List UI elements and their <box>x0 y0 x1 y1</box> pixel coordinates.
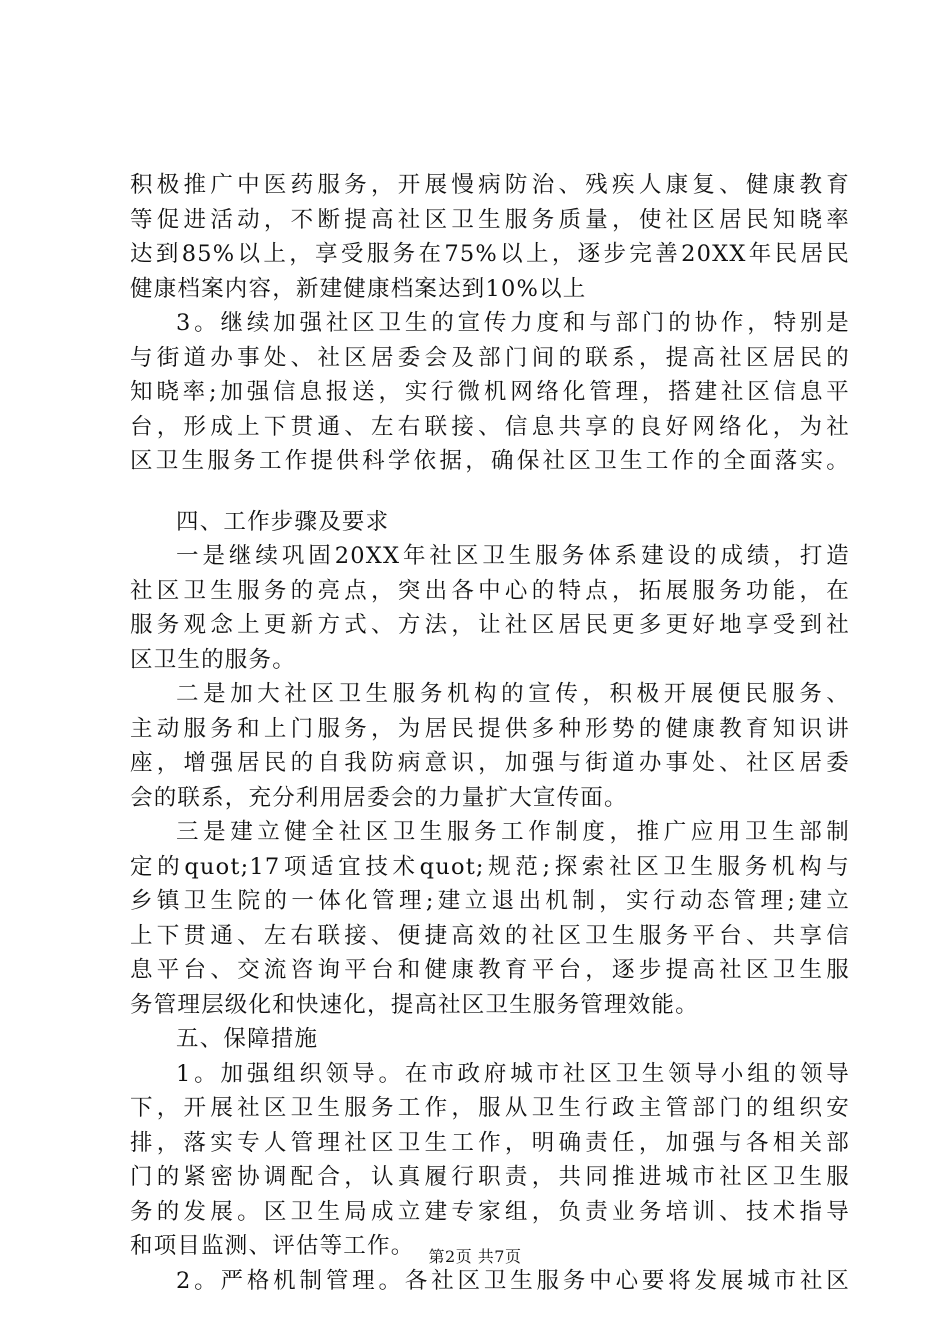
text-line: 会的联系，充分利用居委会的力量扩大宣传面。 <box>130 784 628 811</box>
text-line: 二是加大社区卫生服务机构的宣传，积极开展便民服务、 <box>176 681 850 707</box>
text-line: 下，开展社区卫生服务工作，服从卫生行政主管部门的组织安 <box>130 1095 850 1121</box>
text-line: 主动服务和上门服务，为居民提供多种形势的健康教育知识讲 <box>130 715 850 742</box>
text-line: 区卫生服务工作提供科学依据，确保社区卫生工作的全面落实。 <box>130 448 850 474</box>
section-heading-h5 <box>130 1022 850 1057</box>
text-line: 三是建立健全社区卫生服务工作制度，推广应用卫生部制 <box>176 819 850 845</box>
text-line: 四、工作步骤及要求 <box>176 508 390 535</box>
section-heading-h4 <box>130 505 850 540</box>
text-line: 一是继续巩固20XX年社区卫生服务体系建设的成绩，打造 <box>176 543 850 569</box>
text-line: 2。严格机制管理。各社区卫生服务中心要将发展城市社区 <box>176 1267 850 1294</box>
text-line: 乡镇卫生院的一体化管理;建立退出机制，实行动态管理;建立 <box>130 888 850 914</box>
paragraph-p4 <box>130 677 850 815</box>
text-line: 与街道办事处、社区居委会及部门间的联系，提高社区居民的 <box>130 344 850 371</box>
text-line: 服务观念上更新方式、方法，让社区居民更多更好地享受到社 <box>130 612 850 638</box>
text-line: 3。继续加强社区卫生的宣传力度和与部门的协作，特别是 <box>176 310 850 336</box>
text-line: 台，形成上下贯通、左右联接、信息共享的良好网络化，为社 <box>130 413 850 440</box>
text-line: 积极推广中医药服务，开展慢病防治、残疾人康复、健康教育 <box>130 172 850 198</box>
text-line: 排，落实专人管理社区卫生工作，明确责任，加强与各相关部 <box>130 1129 850 1156</box>
paragraph-p2 <box>130 306 850 479</box>
paragraph-p3 <box>130 539 850 677</box>
text-line: 社区卫生服务的亮点，突出各中心的特点，拓展服务功能，在 <box>130 577 850 604</box>
text-line: 健康档案内容，新建健康档案达到10%以上 <box>130 275 587 302</box>
document-body <box>130 168 850 1298</box>
text-line: 和项目监测、评估等工作。 <box>130 1233 415 1259</box>
text-line: 五、保障措施 <box>176 1026 319 1052</box>
text-line: 定的quot;17项适宜技术quot;规范;探索社区卫生服务机构与 <box>130 853 850 880</box>
text-line: 1。加强组织领导。在市政府城市社区卫生领导小组的领导 <box>176 1060 850 1087</box>
text-line: 知晓率;加强信息报送，实行微机网络化管理，搭建社区信息平 <box>130 379 850 405</box>
text-line: 务的发展。区卫生局成立建专家组，负责业务培训、技术指导 <box>130 1198 850 1225</box>
text-line: 等促进活动，不断提高社区卫生服务质量，使社区居民知晓率 <box>130 206 850 233</box>
text-line: 区卫生的服务。 <box>130 646 296 673</box>
text-line: 上下贯通、左右联接、便捷高效的社区卫生服务平台、共享信 <box>130 922 850 949</box>
text-line: 门的紧密协调配合，认真履行职责，共同推进城市社区卫生服 <box>130 1164 850 1190</box>
paragraph-gap <box>130 479 850 505</box>
paragraph-p1 <box>130 168 850 306</box>
text-line: 达到85%以上，享受服务在75%以上，逐步完善20XX年民居民 <box>130 241 850 267</box>
paragraph-p7 <box>130 1264 850 1299</box>
paragraph-p6 <box>130 1057 850 1264</box>
text-line: 座，增强居民的自我防病意识，加强与街道办事处、社区居委 <box>130 750 850 776</box>
text-line: 务管理层级化和快速化，提高社区卫生服务管理效能。 <box>130 991 699 1018</box>
text-line: 息平台、交流咨询平台和健康教育平台，逐步提高社区卫生服 <box>130 957 850 983</box>
paragraph-p5 <box>130 815 850 1022</box>
page-footer: 第2页 共7页 <box>428 1247 522 1266</box>
